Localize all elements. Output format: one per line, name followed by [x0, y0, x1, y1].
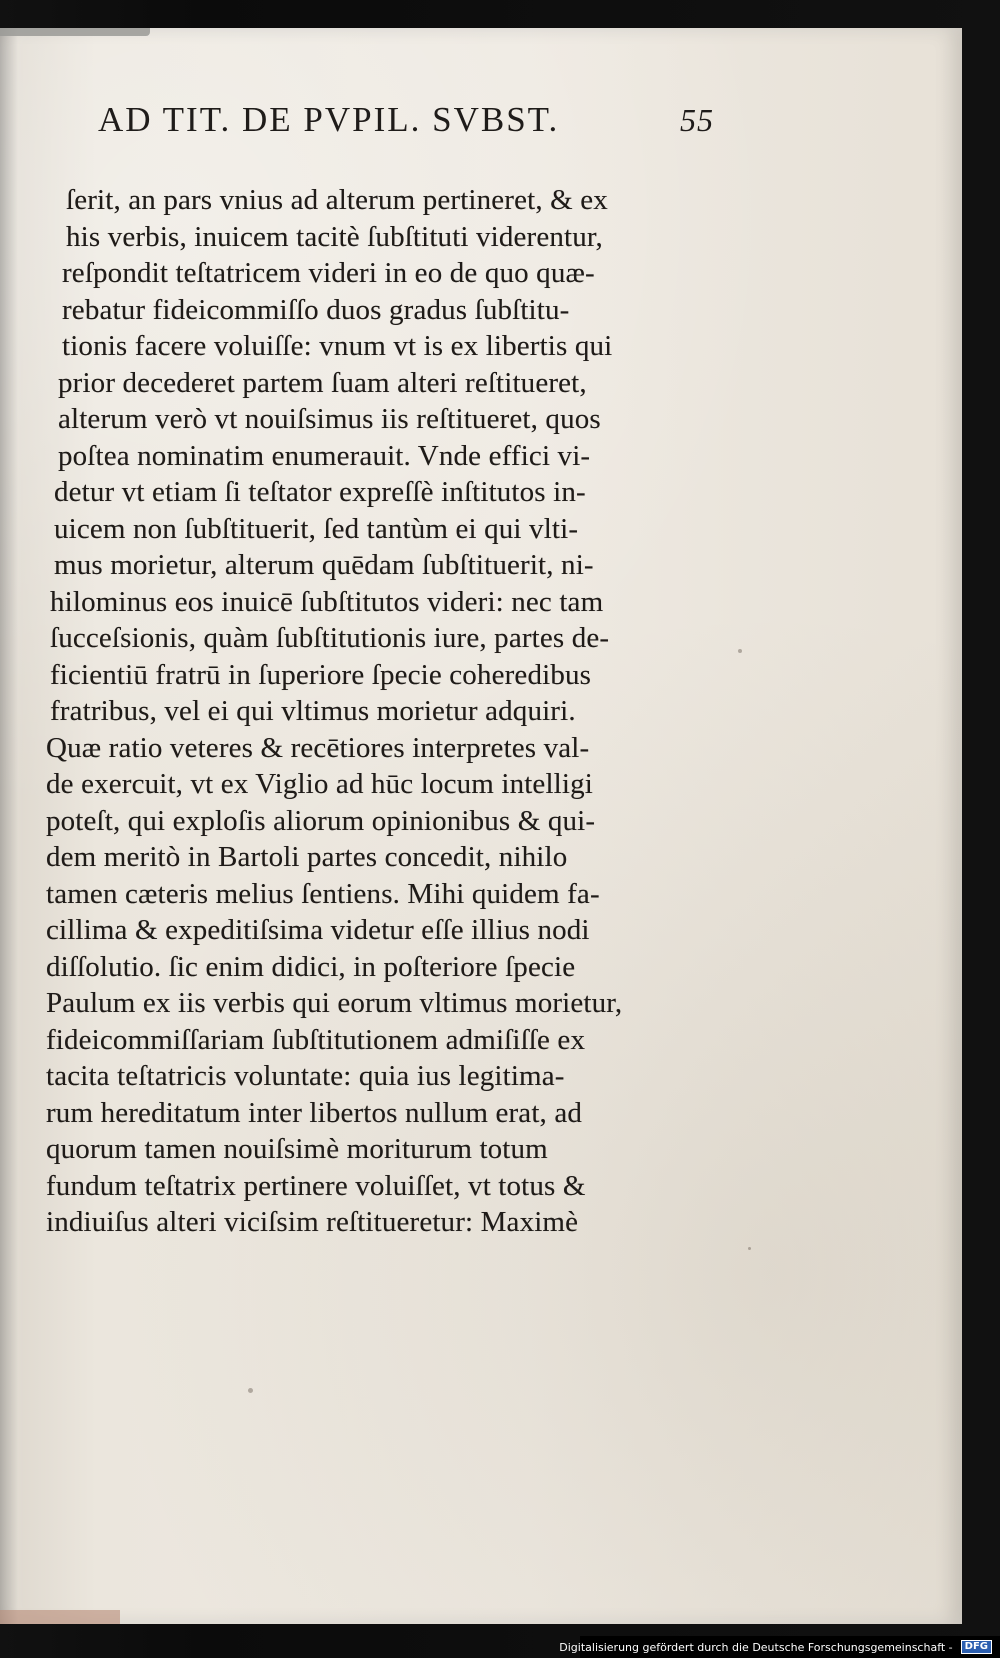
- paper-speck: [248, 1388, 253, 1393]
- text-line: detur vt etiam ſi teſtator expreſſè inſtitutos in-: [54, 476, 586, 508]
- text-line: indiuiſus alteri viciſsim reſtitueretur: Maximè: [46, 1206, 579, 1238]
- page-header: [98, 100, 714, 140]
- text-line: prior decederet partem ſuam alteri reſtitueret,: [58, 366, 587, 399]
- text-line: tionis facere voluiſſe: vnum vt is ex libertis qui: [62, 330, 613, 362]
- text-line: uicem non ſubſtituerit, ſed tantùm ei qui vlti-: [54, 512, 579, 545]
- text-line: tamen cæteris melius ſentiens. Mihi quidem fa-: [46, 877, 600, 910]
- text-line: ſerit, an pars vnius ad alterum pertineret, & ex: [66, 184, 608, 216]
- text-line: poſtea nominatim enumerauit. Vnde effici vi-: [58, 439, 591, 472]
- text-line: poteſt, qui exploſis aliorum opinionibus & qui-: [46, 804, 596, 837]
- text-line: reſpondit teſtatricem videri in eo de quo quæ-: [62, 257, 595, 289]
- footer-credit-text: Digitalisierung gefördert durch die Deutsche Forschungsgemeinschaft -: [559, 1640, 953, 1654]
- body-text: [40, 182, 760, 1241]
- text-line: diſſolutio. ſic enim didici, in poſteriore ſpecie: [46, 950, 576, 983]
- text-line: fratribus, vel ei qui vltimus morietur adquiri.: [50, 695, 576, 727]
- text-line: tacita teſtatricis voluntate: quia ius legitima-: [46, 1060, 565, 1092]
- text-line: fundum teſtatrix pertinere voluiſſet, vt totus &: [46, 1169, 586, 1202]
- text-line: Paulum ex iis verbis qui eorum vltimus morietur,: [46, 987, 623, 1019]
- text-line: his verbis, inuicem tacitè ſubſtituti viderentur,: [66, 220, 603, 253]
- text-line: Quæ ratio veteres & recētiores interpretes val-: [46, 731, 590, 764]
- text-line: rebatur fideicommiſſo duos gradus ſubſtitu-: [62, 293, 570, 326]
- text-line: fideicommiſſariam ſubſtitutionem admiſiſſe ex: [46, 1023, 586, 1056]
- text-line: rum hereditatum inter libertos nullum erat, ad: [46, 1096, 582, 1129]
- book-page: [0, 28, 962, 1624]
- running-title: AD TIT. DE PVPIL. SVBST.: [98, 100, 560, 139]
- page-binding-shadow: [0, 28, 18, 1624]
- text-line: de exercuit, vt ex Viglio ad hūc locum intelligi: [46, 768, 593, 800]
- bottom-page-edge: [0, 1610, 120, 1624]
- text-line: alterum verò vt nouiſsimus iis reſtitueret, quos: [58, 403, 601, 435]
- text-line: ſucceſsionis, quàm ſubſtitutionis iure, partes de-: [50, 622, 610, 654]
- paper-speck: [748, 1247, 751, 1250]
- digitization-footer: [559, 1636, 1000, 1658]
- text-line: ficientiū fratrū in ſuperiore ſpecie coheredibus: [50, 658, 592, 691]
- paper-speck: [738, 649, 742, 653]
- text-line: mus morietur, alterum quēdam ſubſtituerit, ni-: [54, 549, 594, 581]
- dfg-logo: DFG: [961, 1640, 992, 1654]
- page-number: 55: [680, 102, 714, 138]
- text-line: quorum tamen nouiſsimè moriturum totum: [46, 1133, 548, 1165]
- top-page-edge: [0, 28, 150, 36]
- text-line: hilominus eos inuicē ſubſtitutos videri: nec tam: [50, 585, 604, 618]
- text-line: cillima & expeditiſsima videtur eſſe illius nodi: [46, 914, 590, 946]
- text-line: dem meritò in Bartoli partes concedit, nihilo: [46, 841, 568, 873]
